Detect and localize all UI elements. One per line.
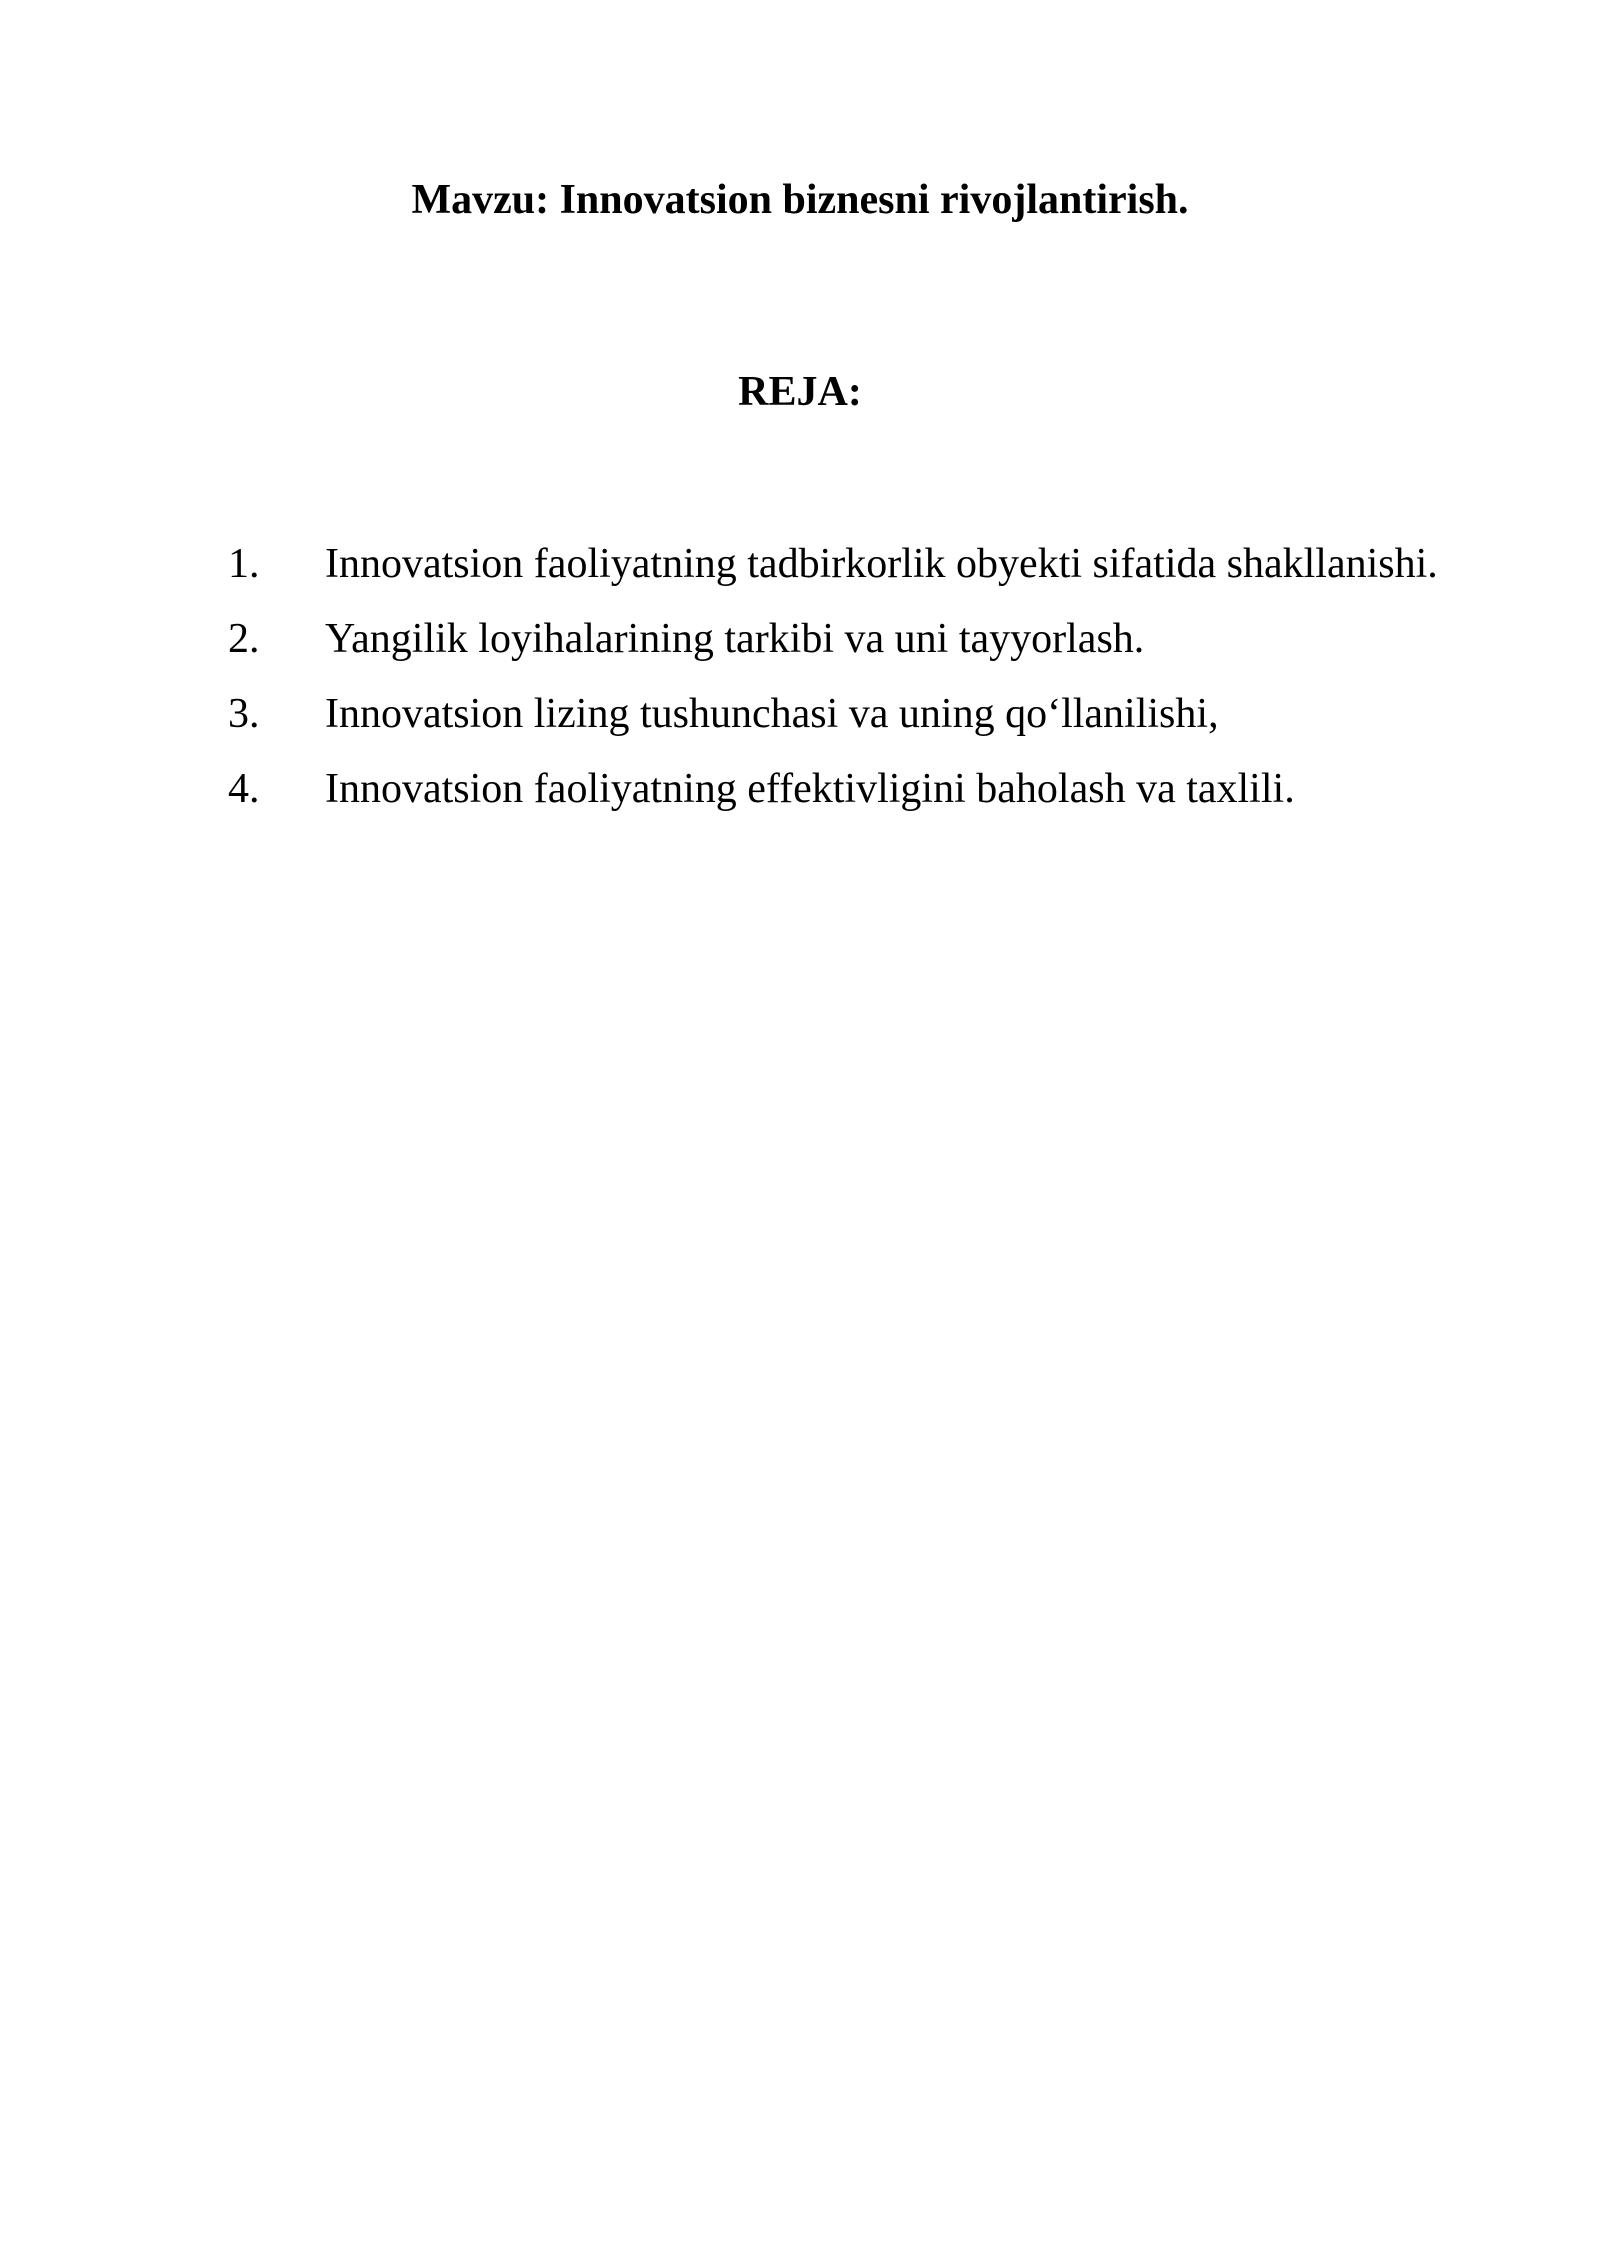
plan-list-item [228, 759, 1568, 834]
plan-item-text: Innovatsion faoliyatning tadbirkorlik obyekti sifatida shakllanishi. [325, 541, 1438, 587]
plan-item-text: Innovatsion faoliyatning effektivligini baholash va taxlili. [325, 766, 1295, 812]
plan-item-number: 4. [228, 766, 260, 812]
plan-list-item [228, 609, 1568, 684]
plan-item-text: Yangilik loyihalarining tarkibi va uni tayyorlash. [325, 616, 1145, 662]
plan-item-number: 1. [228, 541, 260, 587]
document-title: Mavzu: Innovatsion biznesni rivojlantirish. [411, 177, 1189, 223]
plan-item-text: Innovatsion lizing tushunchasi va uning qo‘llanilishi, [325, 691, 1219, 737]
plan-list-item [228, 534, 1568, 609]
plan-item-number: 2. [228, 616, 260, 662]
plan-list-item [228, 684, 1568, 759]
plan-heading: REJA: [738, 369, 862, 415]
plan-list [228, 534, 1568, 834]
plan-item-number: 3. [228, 691, 260, 737]
